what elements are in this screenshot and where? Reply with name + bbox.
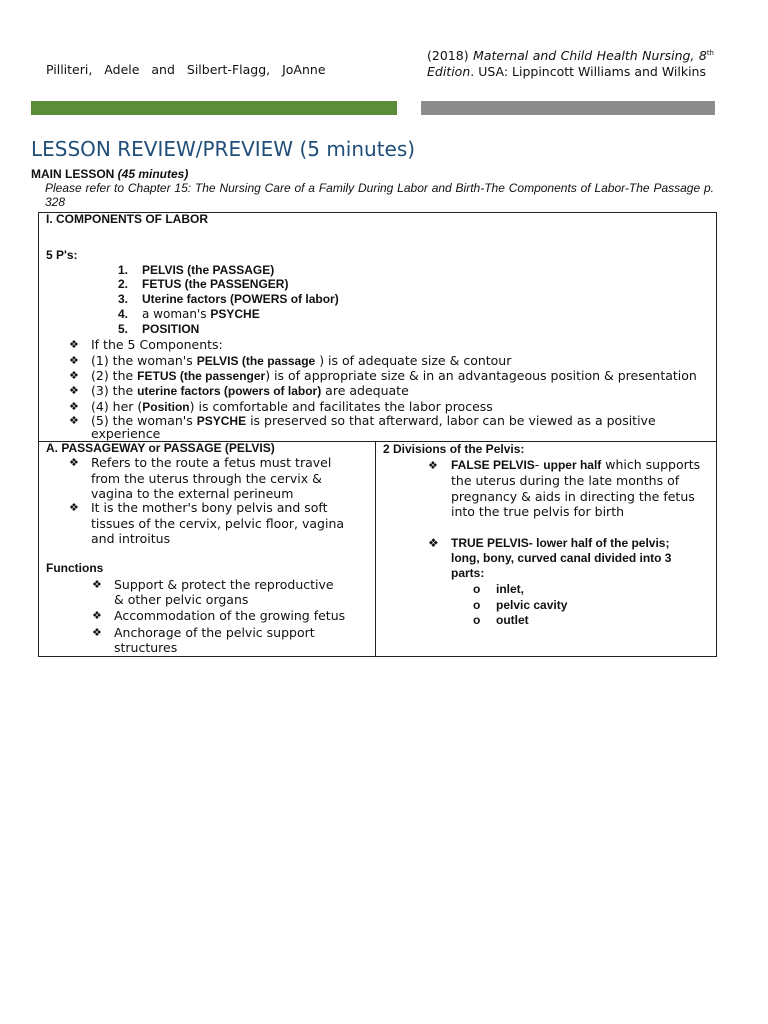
list-number: 3.	[118, 292, 129, 306]
list-item-text: (1) the woman's	[91, 353, 197, 368]
bullet-icon: ❖	[69, 414, 79, 427]
section-a-title: A. PASSAGEWAY or PASSAGE (PELVIS)	[46, 441, 275, 455]
reference-authors: Pilliteri, Adele and Silbert-Flagg, JoAnne	[46, 62, 326, 77]
list-item-text: a woman's	[142, 307, 211, 321]
list-item	[91, 399, 493, 414]
divider-bar-green	[31, 101, 397, 115]
list-item-bold: Position	[142, 400, 190, 414]
section-b-title: 2 Divisions of the Pelvis:	[383, 442, 525, 456]
list-item-text: ) is of adequate size & contour	[315, 353, 512, 368]
list-item-text: POSITION	[142, 322, 200, 336]
sub-bullet-icon: o	[473, 582, 481, 596]
list-item-text: (5) the woman's	[91, 413, 197, 428]
false-pelvis-line: pregnancy & aids in directing the fetus	[451, 488, 695, 504]
functions-label: Functions	[46, 561, 104, 575]
true-pelvis-line: parts:	[451, 566, 485, 580]
bullet-icon: ❖	[69, 501, 79, 514]
bullet-icon: ❖	[92, 626, 102, 639]
list-item-text: (2) the	[91, 368, 138, 383]
sub-bullet-icon: o	[473, 613, 481, 627]
list-number: 2.	[118, 277, 129, 291]
list-item-bold: PSYCHE	[196, 414, 247, 428]
false-pelvis-dash: -	[534, 457, 544, 472]
five-ps-label: 5 P's:	[46, 248, 78, 262]
list-item-continuation: experience	[91, 426, 161, 441]
list-item-bold: PSYCHE	[210, 307, 260, 321]
list-item-text: is preserved so that afterward, labor can be viewed as a positive	[246, 413, 656, 428]
list-item-line: Support & protect the reproductive	[114, 577, 334, 592]
list-item	[142, 263, 274, 277]
main-lesson-label: MAIN LESSON (45 minutes)	[31, 167, 189, 181]
list-item	[142, 292, 339, 306]
list-item	[91, 413, 656, 428]
list-item-text: (3) the	[91, 383, 138, 398]
bullet-icon: ❖	[92, 609, 102, 622]
false-pelvis-bold: upper half	[543, 458, 602, 472]
true-pelvis-line: TRUE PELVIS- lower half of the pelvis;	[451, 536, 670, 550]
list-item-line: Refers to the route a fetus must travel	[91, 455, 332, 470]
list-item-text: (4) her (	[91, 399, 143, 414]
list-item-bold: PELVIS (the passage	[196, 354, 316, 368]
list-number: 4.	[118, 307, 129, 321]
list-item	[91, 368, 697, 383]
list-item-line: It is the mother's bony pelvis and soft	[91, 500, 328, 515]
bullet-icon: ❖	[69, 369, 79, 382]
bullet-icon: ❖	[69, 400, 79, 413]
list-item-text: are adequate	[321, 383, 409, 398]
list-item-text: FETUS (the PASSENGER)	[142, 277, 289, 291]
list-item-line: & other pelvic organs	[114, 592, 249, 607]
false-pelvis-line	[451, 457, 700, 472]
list-item-text: If the 5 Components:	[91, 337, 223, 352]
list-number: 1.	[118, 263, 129, 277]
list-item-line: structures	[114, 640, 178, 655]
bullet-icon: ❖	[92, 578, 102, 591]
reference-citation: (2018) Maternal and Child Health Nursing, 8th Edition. USA: Lippincott Williams and Wilkins	[427, 48, 714, 80]
pelvis-part: pelvic cavity	[496, 598, 568, 612]
false-pelvis-line: into the true pelvis for birth	[451, 504, 625, 519]
list-item-bold: FETUS (the passenger	[137, 369, 266, 383]
list-number: 5.	[118, 322, 129, 336]
page-title: LESSON REVIEW/PREVIEW (5 minutes)	[31, 137, 416, 161]
list-item	[91, 383, 409, 398]
bullet-icon: ❖	[428, 536, 439, 550]
divider-bar-gray	[421, 101, 715, 115]
list-item-text: ) is comfortable and facilitates the labor process	[189, 399, 493, 414]
false-pelvis-text: which supports	[601, 457, 701, 472]
list-item-text: PELVIS (the PASSAGE)	[142, 263, 275, 277]
bullet-icon: ❖	[428, 459, 438, 472]
false-pelvis-line: the uterus during the late months of	[451, 473, 680, 488]
true-pelvis-line: long, bony, curved canal divided into 3	[451, 551, 672, 565]
list-item-text: ) is of appropriate size & in an advantageous position & presentation	[265, 368, 697, 383]
list-item-line: vagina to the external perineum	[91, 486, 294, 501]
list-item	[142, 307, 260, 321]
pelvis-part: inlet,	[496, 582, 525, 596]
list-item-line: tissues of the cervix, pelvic floor, vagina	[91, 515, 345, 531]
table-divider	[375, 441, 376, 657]
sub-bullet-icon: o	[473, 598, 481, 612]
list-item-line: from the uterus through the cervix &	[91, 470, 322, 486]
false-pelvis-label: FALSE PELVIS	[451, 458, 535, 472]
list-item	[91, 337, 223, 352]
section-title: I. COMPONENTS OF LABOR	[46, 212, 208, 226]
list-item-line: and introitus	[91, 531, 171, 546]
pelvis-part: outlet	[496, 613, 529, 627]
bullet-icon: ❖	[69, 456, 79, 469]
list-item	[142, 277, 288, 291]
list-item-line: Accommodation of the growing fetus	[114, 608, 346, 623]
list-item	[91, 353, 511, 368]
list-item	[142, 322, 199, 336]
list-item-text: Uterine factors (POWERS of labor)	[142, 292, 339, 306]
bullet-icon: ❖	[69, 354, 79, 367]
chapter-reference: Please refer to Chapter 15: The Nursing Care of a Family During Labor and Birth-The Components of Labor-The Passage p. 328	[45, 181, 714, 209]
list-item-line: Anchorage of the pelvic support	[114, 625, 315, 640]
list-item-bold: uterine factors (powers of labor)	[137, 384, 322, 398]
bullet-icon: ❖	[69, 384, 79, 397]
bullet-icon: ❖	[69, 338, 79, 351]
